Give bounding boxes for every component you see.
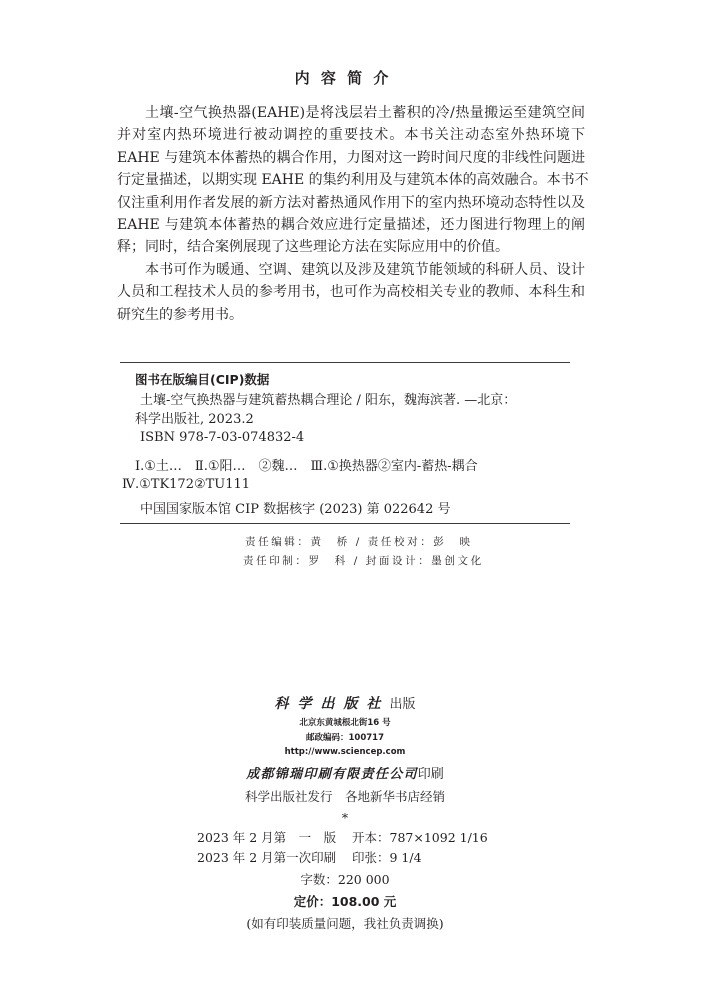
price: 定价：108.00 元 bbox=[293, 894, 397, 909]
publisher-postcode: 邮政编码：100717 bbox=[306, 733, 384, 743]
distribution-line: 科学出版社发行 各地新华书店经销 bbox=[244, 789, 445, 804]
intro-line: 本书可作为暖通、空调、建筑以及涉及建筑节能领域的科研人员、设计 bbox=[145, 261, 585, 278]
intro-line: EAHE 与建筑本体蓄热的耦合效应进行定量描述，还力图进行物理上的阐 bbox=[117, 216, 585, 233]
publisher-line bbox=[145, 693, 545, 715]
cip-record: 中国国家版本馆 CIP 数据核字 (2023) 第 022642 号 bbox=[140, 502, 451, 517]
intro-line: 释；同时，结合案例展现了这些理论方法在实际应用中的价值。 bbox=[117, 239, 509, 256]
editor-credits: 责任编辑：黄 桥 / 责任校对：彭 映 bbox=[245, 536, 473, 548]
intro-line: 土壤-空气换热器(EAHE)是将浅层岩土蓄积的冷/热量搬运至建筑空间 bbox=[145, 105, 585, 121]
intro-line: 人员和工程技术人员的参考用书，也可作为高校相关专业的教师、本科生和 bbox=[117, 284, 585, 301]
printing-date: 2023 年 2 月第一次印刷 bbox=[197, 850, 337, 865]
cip-classification: Ⅳ.①TK172②TU111 bbox=[122, 477, 251, 492]
publisher-action: 出版 bbox=[389, 697, 416, 712]
intro-line: 仅注重利用作者发展的新方法对蓄热通风作用下的室内热环境动态特性以及 bbox=[117, 194, 585, 211]
intro-line: 并对室内热环境进行被动调控的重要技术。本书关注动态室外热环境下 bbox=[117, 127, 585, 144]
intro-title: 内 容 简 介 bbox=[294, 69, 392, 87]
cip-isbn: ISBN 978-7-03-074832-4 bbox=[140, 430, 305, 445]
cip-heading: 图书在版编目(CIP)数据 bbox=[135, 372, 270, 387]
printer-name: 成都锦瑞印刷有限责任公司 bbox=[246, 767, 418, 782]
book-format: 开本：787×1092 1/16 bbox=[352, 830, 488, 845]
intro-text bbox=[117, 102, 589, 326]
printer-action: 印刷 bbox=[417, 767, 444, 782]
publisher-logo-name: 科学出版社 bbox=[274, 696, 390, 712]
separator-star: * bbox=[341, 810, 349, 825]
print-sheets: 印张：9 1/4 bbox=[352, 850, 422, 865]
printer-line bbox=[145, 764, 545, 784]
edition-row bbox=[197, 829, 488, 847]
quality-note: (如有印装质量问题，我社负责调换) bbox=[246, 916, 444, 931]
production-credits: 责任印制：罗 科 / 封面设计：墨创文化 bbox=[243, 555, 484, 567]
cip-top-rule bbox=[120, 362, 570, 363]
cip-imprint: 科学出版社, 2023.2 bbox=[135, 412, 254, 427]
publisher-website: http://www.sciencep.com bbox=[284, 747, 406, 757]
printing-row bbox=[197, 849, 422, 867]
intro-line: 研究生的参考用书。 bbox=[117, 306, 243, 323]
cip-bottom-rule bbox=[120, 523, 570, 524]
publisher-address: 北京东黄城根北街16 号 bbox=[299, 718, 391, 728]
cip-classification: Ⅰ.①土… Ⅱ.①阳… ②魏… Ⅲ.①换热器②室内-蓄热-耦合 bbox=[135, 459, 478, 474]
intro-line: EAHE 与建筑本体蓄热的耦合作用，力图对这一跨时间尺度的非线性问题进 bbox=[117, 149, 585, 166]
word-count: 字数：220 000 bbox=[300, 872, 390, 887]
cip-entry: 土壤-空气换热器与建筑蓄热耦合理论 / 阳东，魏海滨著. —北京： bbox=[140, 393, 517, 408]
edition-date: 2023 年 2 月第 一 版 bbox=[197, 830, 337, 845]
intro-line: 行定量描述，以期实现 EAHE 的集约利用及与建筑本体的高效融合。本书不 bbox=[117, 172, 589, 189]
